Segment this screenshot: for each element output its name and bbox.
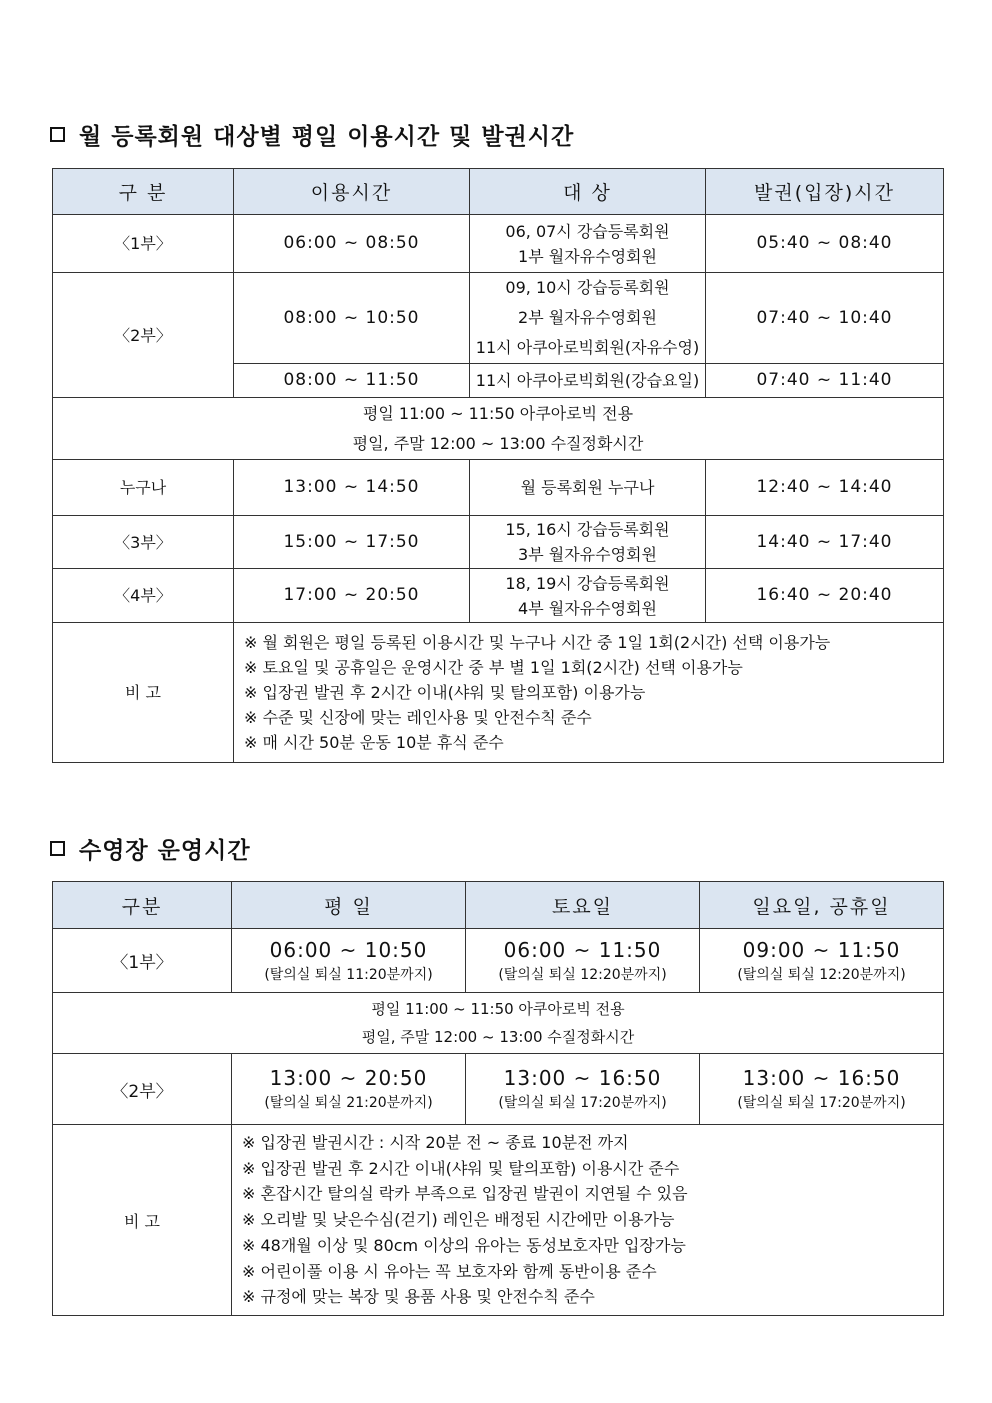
note-line: ※ 오리발 및 낮은수심(걷기) 레인은 배정된 시간에만 이용가능 xyxy=(242,1210,675,1230)
target-line: 3부 월자유수영회원 xyxy=(518,545,657,564)
table-row xyxy=(53,569,944,623)
section2-title-text: 수영장 운영시간 xyxy=(79,838,251,864)
ticket-time: 05:40 ~ 08:40 xyxy=(706,215,944,273)
note-line: ※ 어린이풀 이용 시 유아는 꼭 보호자와 함께 동반이용 준수 xyxy=(242,1261,657,1281)
notice-cell xyxy=(53,398,944,460)
note-line: ※ 입장권 발권 후 2시간 이내(샤워 및 탈의포함) 이용시간 준수 xyxy=(242,1158,680,1178)
notes-cell xyxy=(232,1125,944,1316)
weekday-cell xyxy=(232,1054,466,1125)
note-line: ※ 토요일 및 공휴일은 운영시간 중 부 별 1일 1회(2시간) 선택 이용가능 xyxy=(244,658,743,677)
notes-cell xyxy=(234,623,944,763)
sunday-cell xyxy=(700,929,944,993)
ticket-time: 07:40 ~ 10:40 xyxy=(706,273,944,364)
notice-line: 평일 11:00 ~ 11:50 아쿠아로빅 전용 xyxy=(362,403,634,423)
target-line: 1부 월자유수영회원 xyxy=(518,246,657,266)
checkbox-square-icon xyxy=(50,127,65,142)
ticket-time: 12:40 ~ 14:40 xyxy=(706,460,944,516)
target-cell: 11시 아쿠아로빅회원(강습요일) xyxy=(470,364,706,398)
notes-label: 비 고 xyxy=(53,1125,232,1316)
note-line: ※ 혼잡시간 탈의실 락카 부족으로 입장권 발권이 지연될 수 있음 xyxy=(242,1184,688,1204)
row-label: 〈4부〉 xyxy=(53,569,234,623)
target-cell xyxy=(470,215,706,273)
target-cell xyxy=(470,273,706,364)
target-line: 09, 10시 강습등록회원 xyxy=(505,278,670,297)
table-header-row xyxy=(53,169,944,215)
note-line: ※ 월 회원은 평일 등록된 이용시간 및 누구나 시간 중 1일 1회(2시간) 선택 이용가능 xyxy=(244,633,831,652)
target-line: 4부 월자유수영회원 xyxy=(518,598,657,618)
row-label: 〈2부〉 xyxy=(53,1054,232,1125)
target-cell xyxy=(470,516,706,569)
notes-row xyxy=(53,1125,944,1316)
hours-text: 09:00 ~ 11:50 xyxy=(742,937,901,962)
table-row xyxy=(53,273,944,364)
locker-note: (탈의실 퇴실 11:20분까지) xyxy=(264,966,433,983)
row-label: 〈1부〉 xyxy=(53,215,234,273)
table-row xyxy=(53,215,944,273)
sunday-cell xyxy=(700,1054,944,1125)
table-row xyxy=(53,929,944,993)
note-line: ※ 매 시간 50분 운동 10분 휴식 준수 xyxy=(244,733,504,752)
member-schedule-table xyxy=(52,168,944,763)
target-line: 18, 19시 강습등록회원 xyxy=(505,573,670,593)
notes-label: 비 고 xyxy=(53,623,234,763)
hours-text: 13:00 ~ 16:50 xyxy=(742,1066,901,1090)
usage-time: 06:00 ~ 08:50 xyxy=(234,215,470,273)
section2-title xyxy=(50,832,251,865)
locker-note: (탈의실 퇴실 17:20분까지) xyxy=(498,1095,667,1111)
table-row xyxy=(53,1054,944,1125)
notes-row xyxy=(53,623,944,763)
header-target: 대 상 xyxy=(470,169,706,215)
header-saturday: 토요일 xyxy=(466,882,700,929)
ticket-time: 14:40 ~ 17:40 xyxy=(706,516,944,569)
pool-hours-table xyxy=(52,881,944,1316)
target-line: 2부 월자유수영회원 xyxy=(518,308,657,327)
table-row xyxy=(53,398,944,460)
note-line: ※ 입장권 발권시간 : 시작 20분 전 ~ 종료 10분전 까지 xyxy=(242,1132,629,1152)
section1-title xyxy=(50,118,574,151)
header-sunday-holiday: 일요일, 공휴일 xyxy=(700,882,944,929)
hours-text: 13:00 ~ 16:50 xyxy=(503,1066,662,1090)
usage-time: 08:00 ~ 10:50 xyxy=(234,273,470,364)
row-label: 〈1부〉 xyxy=(53,929,232,993)
locker-note: (탈의실 퇴실 17:20분까지) xyxy=(737,1095,906,1111)
saturday-cell xyxy=(466,1054,700,1125)
table-row xyxy=(53,460,944,516)
header-weekday: 평 일 xyxy=(232,882,466,929)
checkbox-square-icon xyxy=(50,841,65,856)
ticket-time: 16:40 ~ 20:40 xyxy=(706,569,944,623)
usage-time: 17:00 ~ 20:50 xyxy=(234,569,470,623)
note-line: ※ 규정에 맞는 복장 및 용품 사용 및 안전수칙 준수 xyxy=(242,1287,595,1307)
header-ticket-time: 발권(입장)시간 xyxy=(706,169,944,215)
table-row xyxy=(53,993,944,1054)
notice-line: 평일 11:00 ~ 11:50 아쿠아로빅 전용 xyxy=(371,1000,625,1018)
hours-text: 06:00 ~ 10:50 xyxy=(269,937,428,962)
note-line: ※ 48개월 이상 및 80cm 이상의 유아는 동성보호자만 입장가능 xyxy=(242,1235,686,1255)
header-category: 구 분 xyxy=(53,169,234,215)
ticket-time: 07:40 ~ 11:40 xyxy=(706,364,944,398)
locker-note: (탈의실 퇴실 12:20분까지) xyxy=(737,966,906,983)
row-label: 누구나 xyxy=(53,460,234,516)
target-line: 06, 07시 강습등록회원 xyxy=(505,221,670,241)
locker-note: (탈의실 퇴실 12:20분까지) xyxy=(498,966,667,983)
usage-time: 08:00 ~ 11:50 xyxy=(234,364,470,398)
target-line: 15, 16시 강습등록회원 xyxy=(505,520,670,539)
locker-note: (탈의실 퇴실 21:20분까지) xyxy=(264,1095,433,1111)
usage-time: 15:00 ~ 17:50 xyxy=(234,516,470,569)
note-line: ※ 수준 및 신장에 맞는 레인사용 및 안전수칙 준수 xyxy=(244,708,592,727)
table-row xyxy=(53,516,944,569)
note-line: ※ 입장권 발권 후 2시간 이내(샤워 및 탈의포함) 이용가능 xyxy=(244,683,646,702)
notice-cell xyxy=(53,993,944,1054)
table-header-row xyxy=(53,882,944,929)
header-category: 구분 xyxy=(53,882,232,929)
row-label: 〈2부〉 xyxy=(53,273,234,398)
target-cell: 월 등록회원 누구나 xyxy=(470,460,706,516)
notice-line: 평일, 주말 12:00 ~ 13:00 수질정화시간 xyxy=(352,433,644,453)
row-label: 〈3부〉 xyxy=(53,516,234,569)
notice-line: 평일, 주말 12:00 ~ 13:00 수질정화시간 xyxy=(361,1028,635,1046)
usage-time: 13:00 ~ 14:50 xyxy=(234,460,470,516)
hours-text: 06:00 ~ 11:50 xyxy=(503,937,662,962)
hours-text: 13:00 ~ 20:50 xyxy=(269,1066,428,1090)
header-usage-time: 이용시간 xyxy=(234,169,470,215)
saturday-cell xyxy=(466,929,700,993)
weekday-cell xyxy=(232,929,466,993)
section1-title-text: 월 등록회원 대상별 평일 이용시간 및 발권시간 xyxy=(79,124,575,150)
target-cell xyxy=(470,569,706,623)
target-line: 11시 아쿠아로빅회원(자유수영) xyxy=(475,338,700,357)
